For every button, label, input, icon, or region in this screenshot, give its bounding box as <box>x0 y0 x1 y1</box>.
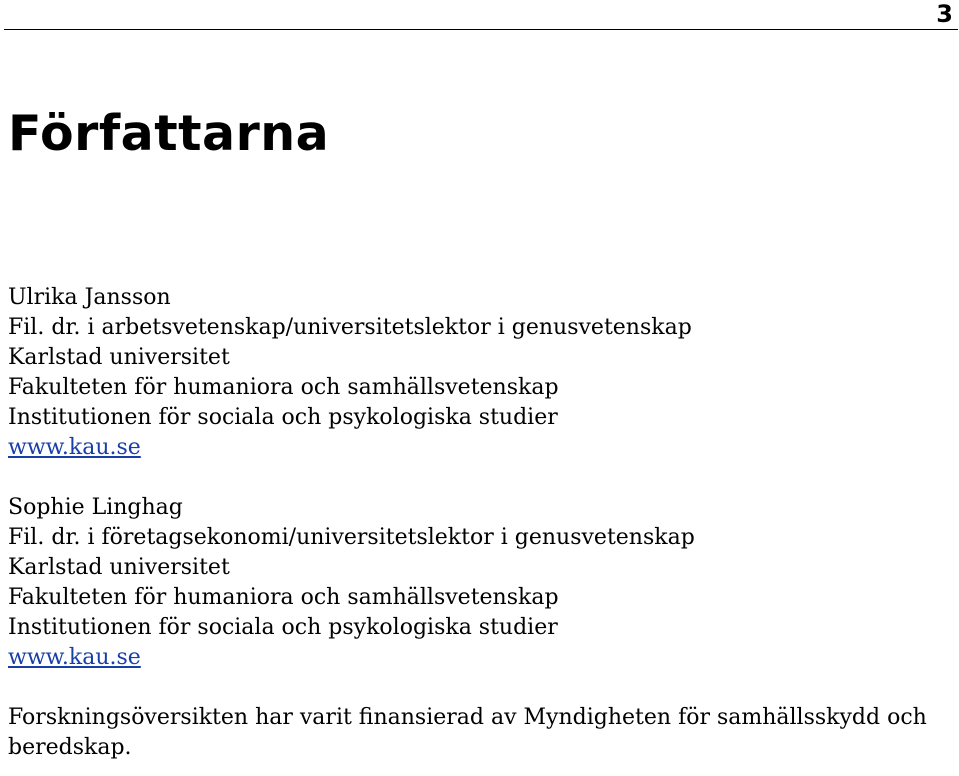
author-faculty: Fakulteten för humaniora och samhällsvetenskap <box>8 585 559 610</box>
page-number: 3 <box>936 0 953 28</box>
page-title: Författarna <box>8 105 330 162</box>
author-university: Karlstad universitet <box>8 555 230 580</box>
author-block-jansson <box>8 283 948 463</box>
author-department: Institutionen för sociala och psykologiska studier <box>8 405 558 430</box>
author-department: Institutionen för sociala och psykologiska studier <box>8 615 558 640</box>
author-website-link[interactable]: www.kau.se <box>8 435 141 460</box>
author-website-line <box>8 433 948 463</box>
author-faculty: Fakulteten för humaniora och samhällsvetenskap <box>8 375 559 400</box>
funding-note: Forskningsöversikten har varit finansierad av Myndigheten för samhällsskydd och beredskap. <box>8 705 927 760</box>
author-website-link[interactable]: www.kau.se <box>8 645 141 670</box>
author-name: Sophie Linghag <box>8 495 183 520</box>
author-block-linghag <box>8 493 948 673</box>
author-position: Fil. dr. i företagsekonomi/universitetslektor i genusvetenskap <box>8 525 695 550</box>
author-website-line <box>8 643 948 673</box>
author-position: Fil. dr. i arbetsvetenskap/universitetslektor i genusvetenskap <box>8 315 692 340</box>
page-content <box>8 283 948 763</box>
author-name: Ulrika Jansson <box>8 285 171 310</box>
author-university: Karlstad universitet <box>8 345 230 370</box>
header-divider <box>4 29 958 30</box>
